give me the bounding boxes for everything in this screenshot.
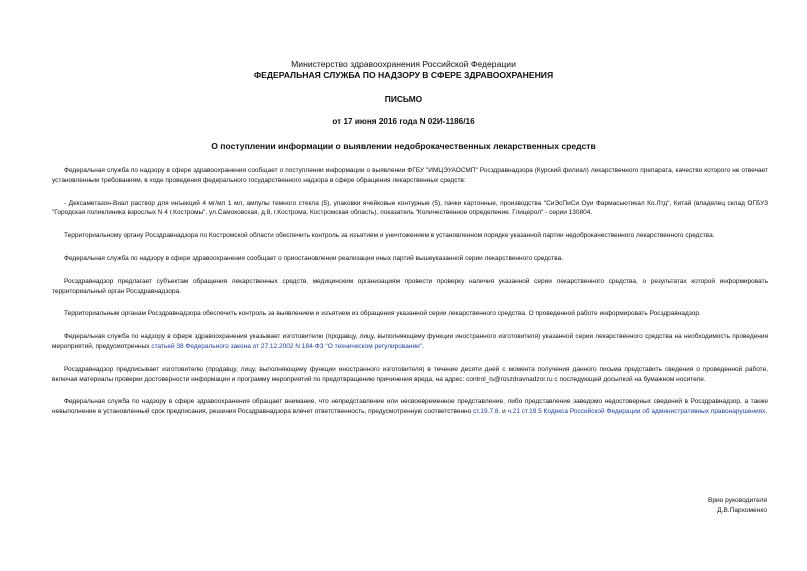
- paragraph-5: Росздравнадзор предлагает субъектам обращения лекарственных средств, медицинским организациям провести проверку наличия указанной серии лекарственного средства, о результатах которой информировать территориальный орган Росздравнадзора.: [52, 277, 768, 295]
- document-body: [52, 166, 768, 430]
- paragraph-7-end: .: [422, 342, 424, 350]
- paragraph-9: [52, 397, 768, 417]
- koap-19-7-8-link[interactable]: ст.19.7.8.: [473, 408, 501, 416]
- paragraph-1: Федеральная служба по надзору в сфере здравоохранения сообщает о поступлении информации о выявлении ФГБУ "ИМЦЭУАОСМП" Росздравнадзора (Курский филиал) лекарственного препарата, качество которого не отвечает установленным требованиям, в ходе проведения федерального государственного надзора в сфере обращения лекарственных средств:: [52, 167, 768, 184]
- paragraph-7-text: Федеральная служба по надзору в сфере здравоохранения указывает изготовителю (продавцу, лицу, выполняющему функции иностранного изготовителя) указанной серии лекарственного средства на необходимость проведения мероприятий, предусмотренных: [52, 333, 768, 350]
- paragraph-7: [52, 332, 768, 352]
- paragraph-4: Федеральная служба по надзору в сфере здравоохранения сообщает о приостановлении реализации иных партий вышеуказанной серии лекарственного средства.: [64, 254, 564, 262]
- document-subject: О поступлении информации о выявлении недоброкачественных лекарственных средств: [211, 141, 596, 151]
- paragraph-9-mid: и: [502, 408, 506, 416]
- document-type: ПИСЬМО: [384, 94, 423, 104]
- signature-block: [708, 496, 767, 516]
- paragraph-3: Территориальному органу Росздравнадзора по Костромской области обеспечить контроль за изъятием и уничтожением в установленном порядке указанной партии недоброкачественного лекарственного средства.: [64, 232, 715, 240]
- document-date: от 17 июня 2016 года N 02И-1186/16: [332, 117, 475, 126]
- paragraph-9-text: Федеральная служба по надзору в сфере здравоохранения обращает внимание, что непредставление или несвоевременное представление, либо представление заведомо недостоверных сведений в Росздравнадзор, а также невыполнение в установленный срок предписания, решения Росздравнадзора влечет ответственность, предусмотренную соответственно: [52, 398, 768, 416]
- signatory-position: Врио руководителя: [707, 497, 767, 504]
- koap-19-5-link[interactable]: ч.21 ст.19.5 Кодекса Российской Федерации об административных правонарушениях: [507, 408, 766, 416]
- ministry-name: Министерство здравоохранения Российской Федерации: [291, 59, 516, 69]
- paragraph-8: Росздравнадзор предписывает изготовителю (продавцу, лицу, выполняющему функции иностранного изготовителя) в течение десяти дней с момента получения данного письма представить сведения о проведенной работе, включая материалы проверки достоверности информации и программу мероприятий по предотвращению причинения вреда, на адрес: control_ls@roszdravnadzor.ru с последующей досылкой на бумажном носителе.: [52, 365, 768, 383]
- paragraph-2: - Дексаметазон-Виал раствор для инъекций 4 мг/мл 1 мл, ампулы темного стекла (5), упаковки ячейковые контурные (5), пачки картонные, производства "СиЭсПиСи Оуи Фармасьютикал Ко.Лтд", Китай (владелец склад ОГБУЗ "Городская поликлиника взрослых N 4 г.Костромы", ул.Самоковская, д.8, г.Кострома, Костромская область), показатель "Количественное определение. Глицерол" - серии 130804.: [52, 199, 768, 217]
- law-38-link[interactable]: статьей 38 Федерального закона от 27.12.2002 N 184-ФЗ "О техническом регулировании": [151, 342, 423, 350]
- signatory-name: Д.В.Пархоменко: [717, 507, 767, 514]
- paragraph-9-end: .: [765, 408, 768, 416]
- paragraph-6: Территориальным органам Росздравнадзора обеспечить контроль за выявлением и изъятием из обращения указанной серии лекарственного средства. О проведенной работе информировать Росздравнадзор.: [64, 310, 701, 318]
- service-name: ФЕДЕРАЛЬНАЯ СЛУЖБА ПО НАДЗОРУ В СФЕРЕ ЗДРАВООХРАНЕНИЯ: [253, 70, 554, 80]
